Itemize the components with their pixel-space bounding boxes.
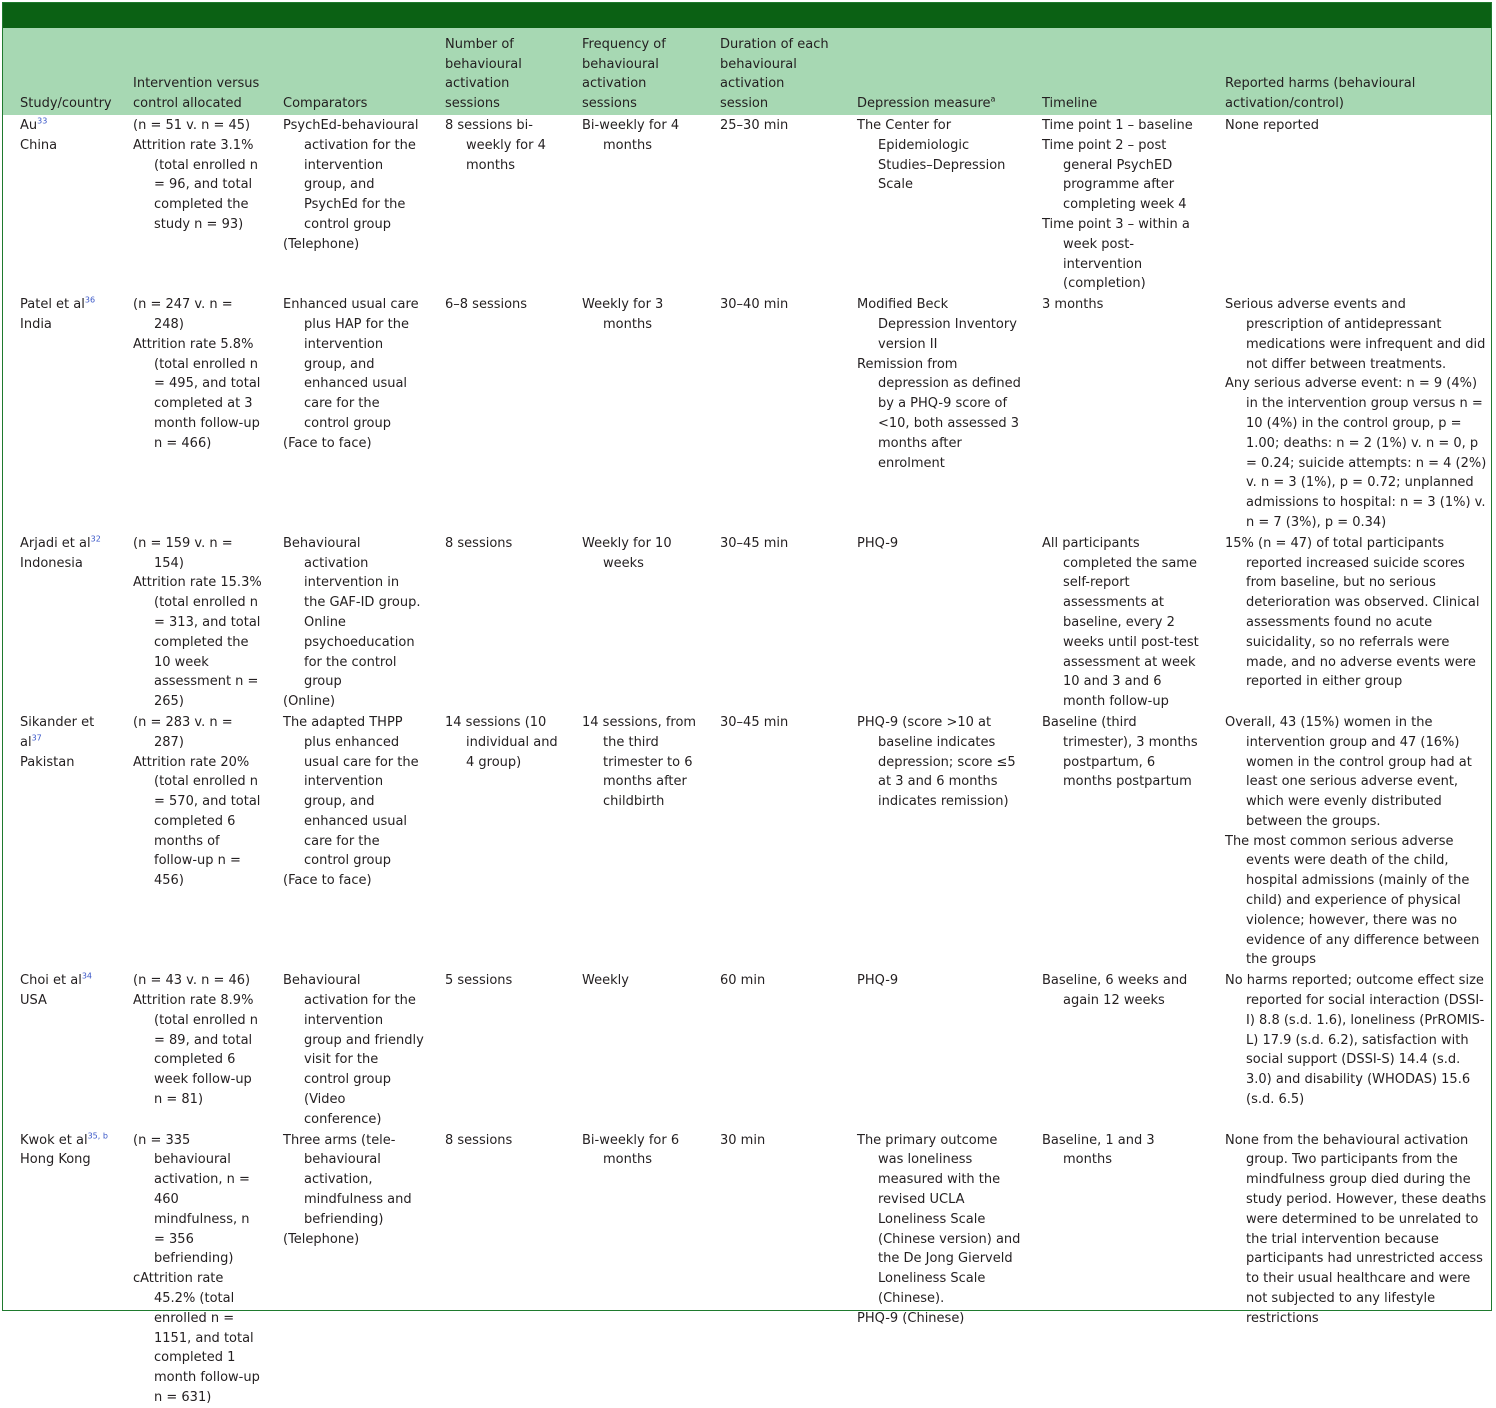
study-name (20, 116, 112, 136)
study-country: India (20, 316, 52, 332)
reference-link: 34 (81, 971, 93, 981)
timeline-cell (1025, 970, 1208, 1129)
cell-paragraph: 3 months (1042, 297, 1104, 313)
allocation-cell (116, 970, 266, 1129)
header-footnote-marker: a (990, 94, 996, 104)
cell-paragraph: 30–45 min (720, 714, 789, 730)
study-name (20, 1131, 112, 1151)
study-country: USA (20, 993, 47, 1009)
cell-paragraph: cAttrition rate 45.2% (total enrolled n = 1151, and total completed 1 month follow-up n = 631) (133, 1271, 260, 1405)
cell-paragraph: 8 sessions (445, 535, 513, 551)
allocation-cell (116, 712, 266, 970)
duration-cell (703, 1130, 840, 1408)
cell-paragraph: None reported (1225, 118, 1320, 133)
allocation-cell (116, 115, 266, 294)
reported-harms-cell (1208, 115, 1491, 294)
cell-paragraph: Bi-weekly for 6 months (582, 1132, 680, 1168)
duration-cell (703, 115, 840, 294)
depression-measure-cell (840, 1130, 1025, 1408)
depression-measure-cell (840, 970, 1025, 1129)
cell-paragraph: Attrition rate 8.9% (total enrolled n = 89, and total completed 6 week follow-up n = 81) (133, 993, 259, 1108)
cell-paragraph: 30–40 min (720, 297, 789, 313)
cell-paragraph: Attrition rate 20% (total enrolled n = 570, and total completed 6 months of follow-up n = 456) (133, 754, 261, 889)
header-number-sessions: Number of behavioural activation sessions (445, 36, 522, 112)
cell-paragraph: The most common serious adverse events were death of the child, hospital admissions (mainly of the child) and experience of physical violence; however, there was no evidence of any difference between the groups (1225, 833, 1480, 968)
cell-paragraph: Weekly for 3 months (582, 297, 664, 332)
study-country-cell (3, 115, 116, 294)
cell-paragraph: PsychEd-behavioural activation for the intervention group, and PsychEd for the control group (283, 118, 419, 232)
cell-paragraph: (n = 335 behavioural activation, n = 460 mindfulness, n = 356 befriending) (133, 1132, 250, 1267)
table-top-bar (3, 3, 1491, 28)
cell-paragraph: Bi-weekly for 4 months (582, 118, 680, 153)
cell-paragraph: The primary outcome was loneliness measured with the revised UCLA Loneliness Scale (Chinese version) and the De Jong Gierveld Loneliness Scale (Chinese). (857, 1132, 1021, 1307)
duration-cell (703, 712, 840, 970)
study-author: Au (20, 118, 38, 133)
cell-paragraph: Baseline, 1 and 3 months (1042, 1132, 1155, 1168)
cell-paragraph: 8 sessions bi-weekly for 4 months (445, 118, 546, 173)
reported-harms-cell (1208, 712, 1491, 970)
cell-paragraph: (n = 43 v. n = 46) (133, 973, 251, 989)
depression-measure-cell (840, 533, 1025, 712)
frequency-cell (565, 115, 703, 294)
cell-paragraph: 8 sessions (445, 1132, 513, 1148)
frequency-cell (565, 294, 703, 533)
cell-paragraph: 15% (n = 47) of total participants reported increased suicide scores from baseline, but no serious deterioration was observed. Clinical assessments found no acute suicidality, so no referrals were made, and no adverse events were reported in either group (1225, 535, 1480, 690)
cell-paragraph: 30 min (720, 1132, 766, 1148)
timeline-cell (1025, 294, 1208, 533)
cell-paragraph: None from the behavioural activation group. Two participants from the mindfulness group died during the study period. However, these deaths were determined to be unrelated to the trial intervention because participants had unrestricted access to their usual healthcare and were not subjected to any lifestyle restrictions (1225, 1132, 1487, 1326)
cell-paragraph: 14 sessions (10 individual and 4 group) (445, 714, 558, 770)
comparators-cell (266, 1130, 428, 1408)
cell-paragraph: (Face to face) (283, 873, 372, 889)
cell-paragraph: Time point 1 – baseline (1042, 118, 1193, 133)
header-intervention-control: Intervention versus control allocated (133, 76, 260, 112)
cell-paragraph: (Telephone) (283, 1231, 360, 1247)
cell-paragraph: Attrition rate 5.8% (total enrolled n = 495, and total completed at 3 month follow-up n = 466) (133, 336, 261, 451)
cell-paragraph: (Telephone) (283, 236, 360, 252)
table-row (3, 712, 1491, 970)
sessions-cell (428, 533, 565, 712)
reference-link: 36 (84, 295, 96, 305)
study-country-cell (3, 712, 116, 970)
table-row (3, 1130, 1491, 1408)
study-characteristics-table (3, 28, 1491, 1408)
header-comparators: Comparators (283, 96, 368, 112)
cell-paragraph: Remission from depression as defined by a PHQ-9 score of <10, both assessed 3 months after enrolment (857, 356, 1021, 471)
reference-link: 33 (37, 116, 48, 126)
cell-paragraph: Weekly (582, 973, 629, 989)
cell-paragraph: (Online) (283, 694, 336, 710)
sessions-cell (428, 115, 565, 294)
sessions-cell (428, 970, 565, 1129)
cell-paragraph: No harms reported; outcome effect size reported for social interaction (DSSI-I) 8.8 (s.d. 1.6), loneliness (PrROMIS-L) 17.9 (s.d. 6.2), satisfaction with social support (DSSI-S) 14.4 (s.d. 3.0) and disability (WHODAS) 15.6 (s.d. 6.5) (1225, 973, 1485, 1108)
frequency-cell (565, 712, 703, 970)
timeline-cell (1025, 712, 1208, 970)
study-name (20, 295, 112, 315)
header-timeline: Timeline (1042, 96, 1098, 112)
cell-paragraph: Enhanced usual care plus HAP for the intervention group, and enhanced usual care for the control group (283, 297, 419, 431)
cell-paragraph: Attrition rate 3.1% (total enrolled n = 96, and total completed the study n = 93) (133, 137, 259, 232)
cell-paragraph: Attrition rate 15.3% (total enrolled n = 313, and total completed the 10 week assessment n = 265) (133, 575, 262, 710)
cell-paragraph: PHQ-9 (Chinese) (857, 1310, 965, 1326)
study-country: Indonesia (20, 555, 83, 571)
cell-paragraph: PHQ-9 (score >10 at baseline indicates depression; score ≤5 at 3 and 6 months indicates remission) (857, 714, 1016, 810)
header-row (3, 28, 1491, 115)
timeline-cell (1025, 115, 1208, 294)
cell-paragraph: 60 min (720, 973, 766, 989)
study-author: Sikander et al (20, 714, 95, 750)
frequency-cell (565, 1130, 703, 1408)
reference-link: 37 (31, 733, 42, 743)
study-name (20, 971, 112, 991)
cell-paragraph: (n = 247 v. n = 248) (133, 297, 233, 332)
timeline-cell (1025, 533, 1208, 712)
cell-paragraph: Behavioural activation for the intervention group and friendly visit for the control group (Video conference) (283, 973, 424, 1127)
duration-cell (703, 294, 840, 533)
cell-paragraph: 6–8 sessions (445, 297, 528, 313)
cell-paragraph: All participants completed the same self-report assessments at baseline, every 2 weeks until post-test assessment at week 10 and 3 and 6 month follow-up (1042, 535, 1199, 710)
cell-paragraph: PHQ-9 (857, 973, 899, 989)
cell-paragraph: 14 sessions, from the third trimester to 6 months after childbirth (582, 714, 697, 810)
cell-paragraph: Time point 2 – post general PsychED programme after completing week 4 (1042, 137, 1187, 213)
cell-paragraph: Behavioural activation intervention in the GAF-ID group. Online psychoeducation for the control group (283, 535, 421, 690)
cell-paragraph: (n = 51 v. n = 45) (133, 118, 251, 133)
study-country-cell (3, 1130, 116, 1408)
study-author: Arjadi et al (20, 535, 91, 551)
cell-paragraph: PHQ-9 (857, 535, 899, 551)
cell-paragraph: Overall, 43 (15%) women in the intervention group and 47 (16%) women in the control group had at least one serious adverse event, which were evenly distributed between the groups. (1225, 714, 1472, 829)
reported-harms-cell (1208, 294, 1491, 533)
table-row (3, 115, 1491, 294)
frequency-cell (565, 970, 703, 1129)
cell-paragraph: Baseline, 6 weeks and again 12 weeks (1042, 973, 1188, 1009)
cell-paragraph: Serious adverse events and prescription of antidepressant medications were infrequent and did not differ between treatments. (1225, 297, 1486, 372)
study-country: Pakistan (20, 754, 75, 770)
depression-measure-cell (840, 294, 1025, 533)
allocation-cell (116, 294, 266, 533)
study-country-cell (3, 294, 116, 533)
cell-paragraph: 30–45 min (720, 535, 789, 551)
cell-paragraph: Modified Beck Depression Inventory version II (857, 297, 1017, 352)
cell-paragraph: Time point 3 – within a week post-intervention (completion) (1042, 216, 1190, 292)
reported-harms-cell (1208, 970, 1491, 1129)
study-country-cell (3, 970, 116, 1129)
sessions-cell (428, 712, 565, 970)
header-frequency: Frequency of behavioural activation sessions (582, 36, 666, 112)
duration-cell (703, 533, 840, 712)
comparators-cell (266, 970, 428, 1129)
table-row (3, 294, 1491, 533)
cell-paragraph: 5 sessions (445, 973, 513, 989)
table-row (3, 533, 1491, 712)
study-country-cell (3, 533, 116, 712)
depression-measure-cell (840, 115, 1025, 294)
reference-link: 35, b (87, 1131, 108, 1141)
cell-paragraph: (Face to face) (283, 435, 372, 451)
study-country: China (20, 137, 58, 153)
table-row (3, 970, 1491, 1129)
cell-paragraph: (n = 283 v. n = 287) (133, 714, 233, 750)
cell-paragraph: (n = 159 v. n = 154) (133, 535, 233, 571)
header-reported-harms: Reported harms (behavioural activation/control) (1225, 76, 1416, 112)
sessions-cell (428, 294, 565, 533)
allocation-cell (116, 1130, 266, 1408)
cell-paragraph: Baseline (third trimester), 3 months postpartum, 6 months postpartum (1042, 714, 1198, 790)
header-depression-measure: Depression measure$^a$ (857, 94, 996, 112)
comparators-cell (266, 712, 428, 970)
allocation-cell (116, 533, 266, 712)
duration-cell (703, 970, 840, 1129)
study-country: Hong Kong (20, 1152, 91, 1168)
study-name (20, 534, 112, 554)
header-study-country: Study/country (20, 96, 112, 112)
study-author: Kwok et al (20, 1132, 88, 1148)
sessions-cell (428, 1130, 565, 1408)
reported-harms-cell (1208, 533, 1491, 712)
header-duration: Duration of each behavioural activation session (720, 36, 829, 112)
frequency-cell (565, 533, 703, 712)
reference-link: 32 (90, 534, 101, 544)
cell-paragraph: The Center for Epidemiologic Studies–Depression Scale (857, 118, 1006, 193)
comparators-cell (266, 294, 428, 533)
study-author: Choi et al (20, 973, 82, 989)
comparators-cell (266, 115, 428, 294)
cell-paragraph: 25–30 min (720, 118, 789, 133)
reported-harms-cell (1208, 1130, 1491, 1408)
table-frame (2, 2, 1492, 1405)
study-name (20, 713, 112, 753)
cell-paragraph: Weekly for 10 weeks (582, 535, 672, 571)
comparators-cell (266, 533, 428, 712)
timeline-cell (1025, 1130, 1208, 1408)
depression-measure-cell (840, 712, 1025, 970)
cell-paragraph: Three arms (tele-behavioural activation, mindfulness and befriending) (283, 1132, 412, 1227)
study-author: Patel et al (20, 297, 85, 313)
cell-paragraph: Any serious adverse event: n = 9 (4%) in the intervention group versus n = 10 (4%) in the control group, p = 1.00; deaths: n = 2 (1%) v. n = 0, p = 0.24; suicide attempts: n = 4 (2%) v. n = 3 (1%), p = 0.72; unplanned admissions to hospital: n = 3 (1%) v. n = 7 (3%), p = 0.34) (1225, 376, 1487, 530)
cell-paragraph: The adapted THPP plus enhanced usual care for the intervention group, and enhanced usual care for the control group (283, 714, 419, 869)
